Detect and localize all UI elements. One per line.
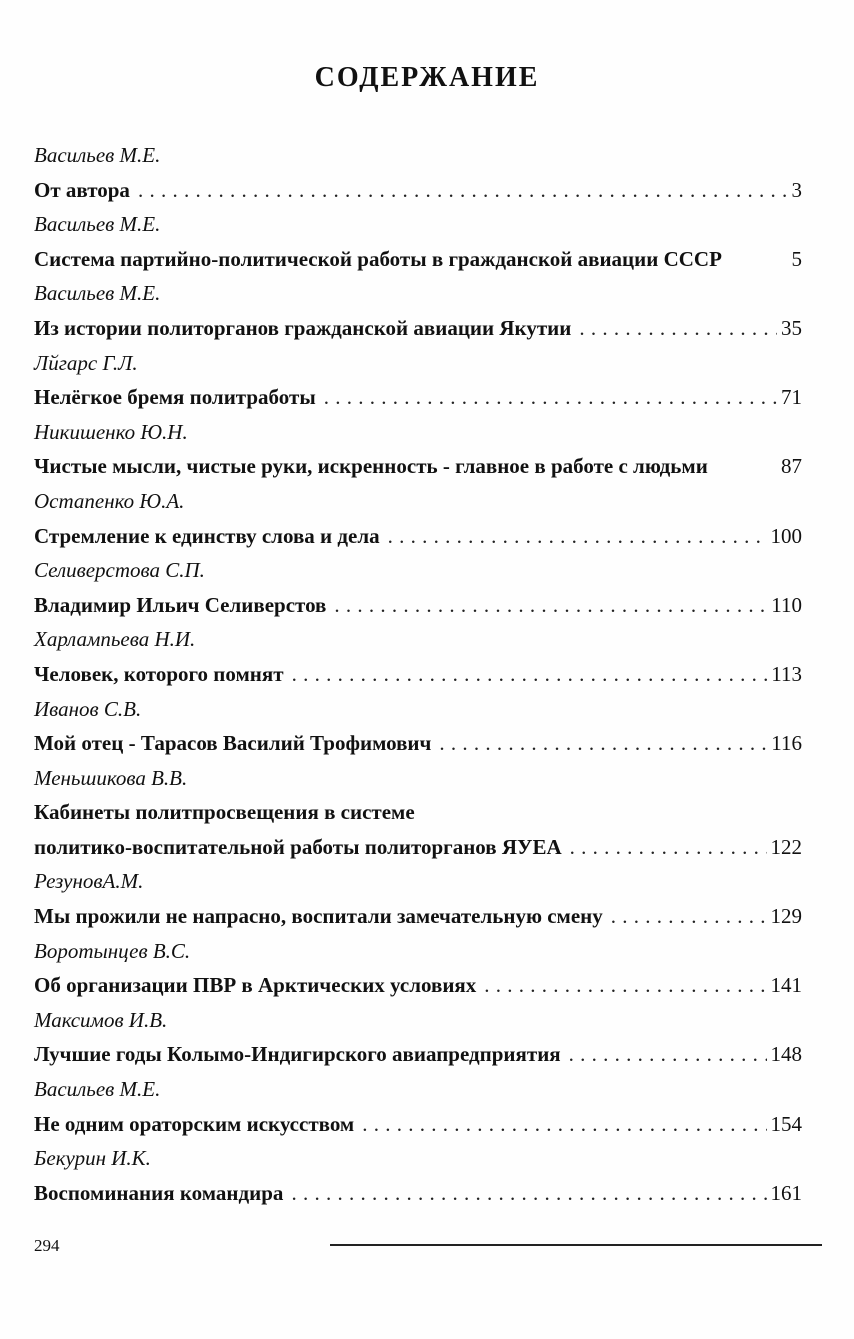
entry-title: Мой отец - Тарасов Василий Трофимович: [34, 731, 432, 756]
entry-title: Не одним ораторским искусством: [34, 1111, 355, 1136]
dot-leader: [291, 1176, 766, 1211]
table-of-contents: [34, 138, 802, 1210]
entry-page: 71: [781, 385, 802, 410]
entry-page: 35: [781, 315, 802, 340]
entry-title: Чистые мысли, чистые руки, искренность - главное в работе с людьми: [34, 454, 708, 479]
dot-leader: [324, 380, 777, 415]
entry-author: Васильев М.Е.: [34, 281, 161, 306]
toc-entry[interactable]: [34, 1176, 802, 1211]
entry-author: Васильев М.Е.: [34, 143, 161, 167]
entry-title: Лучшие годы Колымо-Индигирского авиапредприятия: [34, 1042, 561, 1067]
entry-page: 161: [770, 1180, 802, 1205]
entry-page: 116: [771, 731, 802, 756]
entry-author: Воротынцев В.С.: [34, 938, 191, 963]
toc-entry[interactable]: [34, 449, 802, 484]
toc-entry[interactable]: [34, 588, 802, 623]
toc-entry[interactable]: [34, 657, 802, 692]
toc-entry[interactable]: [34, 899, 802, 934]
entry-page: 154: [770, 1111, 802, 1136]
toc-entry[interactable]: [34, 1107, 802, 1142]
entry-title: Об организации ПВР в Арктических условиях: [34, 973, 477, 998]
entry-page: 129: [770, 904, 802, 929]
toc-entry[interactable]: [34, 311, 802, 346]
entry-author: Меньшикова В.В.: [34, 765, 188, 790]
entry-page: 100: [770, 523, 802, 548]
dot-leader: [292, 657, 768, 692]
dot-leader: [362, 1107, 766, 1142]
entry-page: 87: [781, 454, 802, 479]
entry-title: Из истории политорганов гражданской авиации Якутии: [34, 315, 572, 340]
entry-title: От автора: [34, 177, 130, 202]
entry-page: 3: [791, 177, 802, 202]
toc-entry[interactable]: [34, 830, 802, 865]
entry-author: Иванов С.В.: [34, 696, 142, 721]
entry-page: 122: [770, 834, 802, 859]
entry-page: 110: [771, 592, 802, 617]
entry-page: 5: [791, 246, 802, 271]
toc-entry[interactable]: [34, 242, 802, 277]
toc-entry[interactable]: [34, 380, 802, 415]
entry-author: Селиверстова С.П.: [34, 558, 205, 583]
entry-author: Максимов И.В.: [34, 1007, 168, 1032]
dot-leader: [611, 899, 767, 934]
toc-entry[interactable]: [34, 1037, 802, 1072]
toc-entry[interactable]: [34, 173, 802, 208]
entry-page: 148: [770, 1042, 802, 1067]
entry-title: Мы прожили не напрасно, воспитали замечательную смену: [34, 904, 603, 929]
entry-title: политико-воспитательной работы политорганов ЯУЕА: [34, 834, 562, 859]
entry-title: Человек, которого помнят: [34, 661, 284, 686]
entry-author: Васильев М.Е.: [34, 1077, 161, 1102]
dot-leader: [388, 519, 767, 554]
entry-author: РезуновА.М.: [34, 869, 144, 894]
dot-leader: [579, 311, 777, 346]
dot-leader: [334, 588, 767, 623]
entry-author: Васильев М.Е.: [34, 212, 161, 237]
dot-leader: [484, 968, 766, 1003]
entry-title: Воспоминания командира: [34, 1180, 284, 1205]
entry-title: Владимир Ильич Селиверстов: [34, 592, 327, 617]
entry-title: Система партийно-политической работы в гражданской авиации СССР: [34, 246, 722, 271]
entry-author: Бекурин И.К.: [34, 1146, 151, 1171]
entry-author: Лйгарс Г.Л.: [34, 350, 138, 375]
entry-title: Стремление к единству слова и дела: [34, 523, 380, 548]
entry-author: Никишенко Ю.Н.: [34, 419, 188, 444]
page-title: СОДЕРЖАНИЕ: [314, 62, 540, 93]
dot-leader: [569, 1037, 767, 1072]
dot-leader: [138, 173, 788, 208]
page-number: 294: [34, 1236, 60, 1255]
entry-author: Харлампьева Н.И.: [34, 627, 196, 652]
toc-entry[interactable]: [34, 726, 802, 761]
entry-title: Нелёгкое бремя политработы: [34, 385, 316, 410]
entry-title-line1: Кабинеты политпросвещения в системе: [34, 800, 415, 825]
dot-leader: [439, 726, 767, 761]
toc-entry[interactable]: [34, 519, 802, 554]
dot-leader: [570, 830, 767, 865]
entry-page: 141: [770, 973, 802, 998]
footer-rule: [330, 1244, 822, 1246]
toc-entry[interactable]: [34, 968, 802, 1003]
entry-author: Остапенко Ю.А.: [34, 488, 185, 513]
entry-page: 113: [771, 661, 802, 686]
